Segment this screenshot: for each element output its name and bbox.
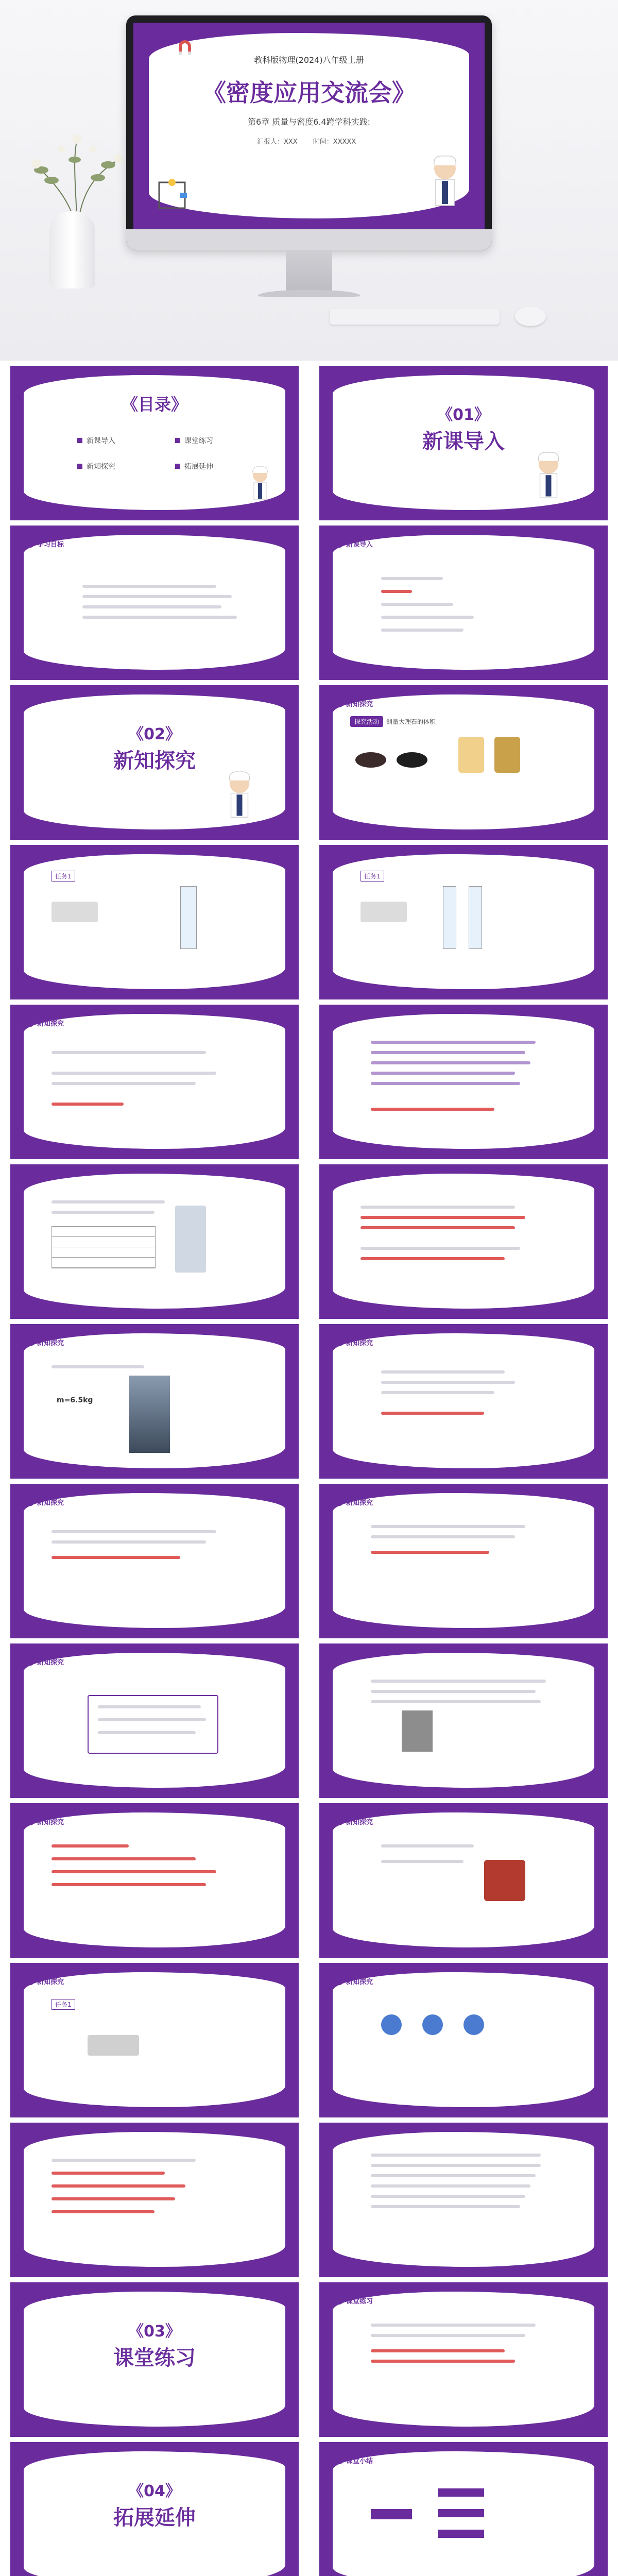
toc-item-2[interactable]: 新知探究 — [77, 461, 115, 471]
scientist-mascot-icon — [422, 151, 468, 213]
slide-table — [10, 1164, 299, 1319]
slide-reading — [319, 1643, 608, 1798]
toc-item-3[interactable]: 课堂练习 — [175, 435, 213, 446]
tower-image — [129, 1376, 170, 1453]
keyboard — [330, 309, 500, 325]
monitor-stand — [286, 250, 332, 291]
apparatus-image — [175, 1206, 206, 1273]
photo-image — [402, 1710, 433, 1752]
stone-image-2 — [397, 752, 427, 768]
slide-measure-2 — [319, 845, 608, 999]
stone-image — [355, 752, 386, 768]
step-icon-3 — [464, 2014, 484, 2035]
section-title: 拓展延伸 — [113, 2506, 196, 2530]
slide-tower — [10, 1324, 299, 1479]
scale-image — [360, 902, 407, 922]
vase — [49, 211, 95, 289]
section-number: 《03》 — [128, 2323, 181, 2341]
bottle-image-2 — [494, 737, 520, 773]
slide-questions — [319, 1164, 608, 1319]
monitor — [126, 15, 492, 250]
slide-section-03 — [10, 2282, 299, 2437]
hero-time: 时间：XXXXX — [313, 138, 356, 146]
slide-badge: 新知探究 — [27, 1497, 64, 1507]
hero-title: 《密度应用交流会》 — [202, 79, 416, 107]
bucket-image — [484, 1860, 525, 1901]
cylinder-image — [443, 886, 456, 949]
slide-bucket — [319, 1803, 608, 1958]
explore-task-text: 测量大理石的体积 — [386, 718, 436, 725]
toc-item-1[interactable]: 新课导入 — [77, 435, 115, 446]
mindmap-node — [438, 2488, 484, 2497]
slide-weigh — [10, 1963, 299, 2117]
mindmap-node — [438, 2530, 484, 2538]
step-icon-2 — [422, 2014, 443, 2035]
slide-answer — [10, 1803, 299, 1958]
slide-explore-1 — [319, 685, 608, 840]
slide-badge: 新知探究 — [336, 1337, 373, 1347]
method-box — [88, 1695, 218, 1754]
scale-image — [52, 902, 98, 922]
mass-label: m=6.5kg — [57, 1396, 93, 1404]
slide-section-04 — [10, 2442, 299, 2576]
slide-calc-1 — [10, 1484, 299, 1638]
slide-calc-2 — [319, 1484, 608, 1638]
hero-subtitle: 教科版物理(2024)八年级上册 — [254, 55, 364, 65]
slide-badge: 新知探究 — [336, 1817, 373, 1826]
toc-item-4[interactable]: 拓展延伸 — [175, 461, 213, 471]
slide-badge: 新课导入 — [336, 539, 373, 549]
slide-steps-icons — [319, 1963, 608, 2117]
slide-badge: 新知探究 — [27, 1337, 64, 1347]
hero-chapter: 第6章 质量与密度6.4跨学科实践: — [247, 117, 371, 127]
section-title: 新知探究 — [113, 749, 196, 773]
slide-conclusion — [319, 2123, 608, 2277]
slide-explore-text-1 — [10, 1005, 299, 1159]
slide-badge: 新知探究 — [27, 1018, 64, 1028]
data-table — [52, 1226, 156, 1268]
hero-reporter: 汇报人：XXX — [257, 138, 298, 146]
monitor-base — [258, 290, 360, 297]
step-label: 任务1 — [52, 1999, 75, 2010]
scale-image — [88, 2035, 139, 2056]
mindmap-node — [438, 2509, 484, 2517]
slide-tower-calc — [319, 1324, 608, 1479]
slide-method-box — [10, 1643, 299, 1798]
scientist-mascot-icon — [216, 768, 263, 824]
slide-badge: 新知探究 — [27, 1657, 64, 1667]
title-slide-preview — [133, 23, 485, 229]
scientist-mascot-icon — [245, 464, 276, 505]
monitor-chin — [126, 229, 492, 250]
slide-section-02 — [10, 685, 299, 840]
mouse — [515, 307, 546, 326]
slide-badge: 新知探究 — [336, 699, 373, 708]
cylinder-image-2 — [469, 886, 482, 949]
slide-summary — [319, 2442, 608, 2576]
slide-explore-text-2 — [319, 1005, 608, 1159]
section-title: 新课导入 — [422, 430, 505, 453]
circuit-icon — [154, 177, 190, 213]
magnet-icon — [175, 38, 195, 59]
step-label: 任务1 — [360, 871, 384, 882]
slide-badge: 新知探究 — [336, 1976, 373, 1986]
slide-badge: 课堂小结 — [336, 2455, 373, 2465]
hero-mockup — [0, 0, 618, 361]
step-label: 任务1 — [52, 871, 75, 882]
scientist-mascot-icon — [525, 448, 572, 505]
slide-toc — [10, 366, 299, 520]
monitor-screen — [133, 23, 485, 229]
slide-badge: 新知探究 — [336, 1497, 373, 1507]
beaker-image — [180, 886, 197, 949]
slide-intro-content — [319, 526, 608, 680]
section-number: 《01》 — [437, 406, 490, 424]
slide-section-01 — [319, 366, 608, 520]
slide-formula — [10, 2123, 299, 2277]
slide-measure-1 — [10, 845, 299, 999]
mindmap-node — [371, 2509, 412, 2519]
section-number: 《02》 — [128, 725, 181, 743]
bottle-image — [458, 737, 484, 773]
slide-badge: 学习目标 — [27, 539, 64, 549]
section-title: 课堂练习 — [113, 2346, 196, 2370]
slide-badge: 新知探究 — [27, 1817, 64, 1826]
slide-objectives — [10, 526, 299, 680]
toc-title: 《目录》 — [121, 395, 187, 414]
slide-practice — [319, 2282, 608, 2437]
explore-task-label: 探究活动 — [350, 716, 383, 727]
step-icon-1 — [381, 2014, 402, 2035]
section-number: 《04》 — [128, 2482, 181, 2500]
slide-badge: 新知探究 — [27, 1976, 64, 1986]
slide-badge: 课堂练习 — [336, 2296, 373, 2306]
